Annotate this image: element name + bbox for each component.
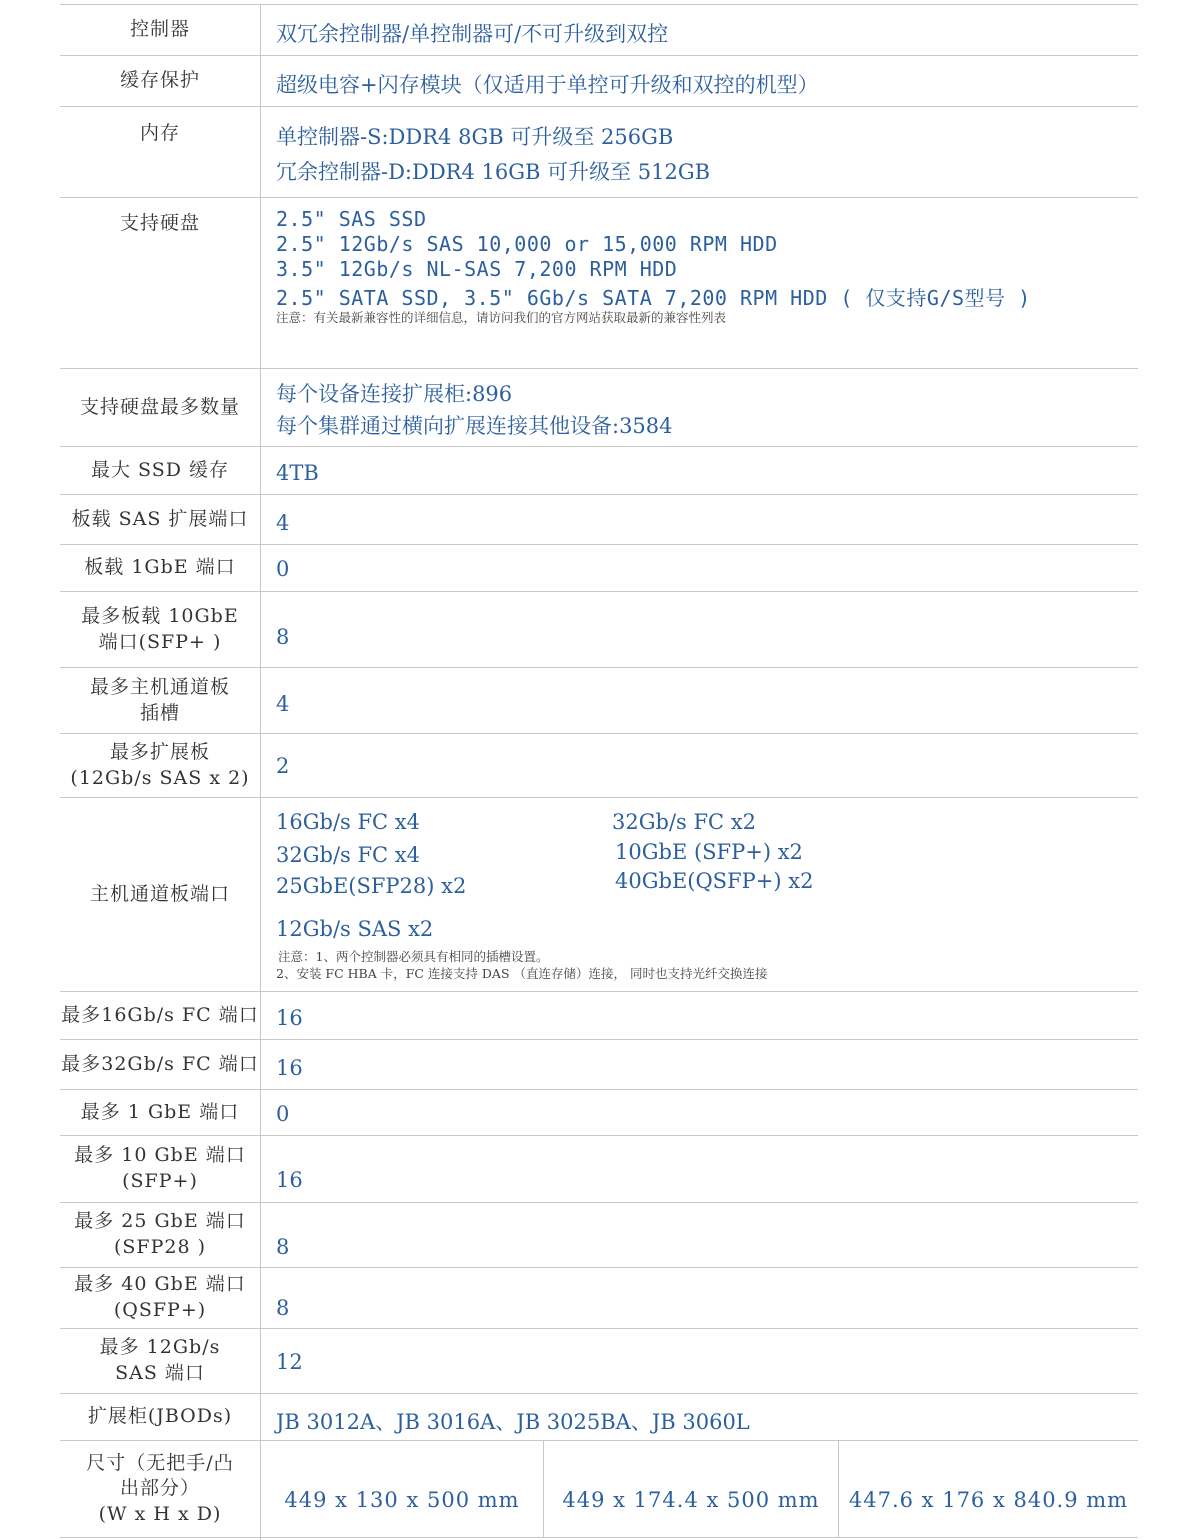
row-label: 支持硬盘最多数量 [79, 395, 240, 418]
row-cache-protection [60, 56, 1138, 107]
row-drives [60, 198, 1138, 369]
jbod-models: JB 3012A、JB 3016A、JB 3025BA、JB 3060L [276, 1410, 750, 1434]
row-value [276, 798, 1138, 991]
drive-type: 3.5" 12Gb/s NL-SAS 7,200 RPM HDD [276, 257, 678, 281]
row-jbod [60, 1394, 1138, 1441]
label-line: 最多扩展板 [109, 740, 210, 763]
row-value [276, 1394, 1138, 1440]
row-expansion-boards [60, 734, 1138, 798]
row-value [276, 1268, 1138, 1328]
row-max-drives [60, 369, 1138, 447]
host-ports-note: 注意：1、两个控制器必须具有相同的插槽设置。 [278, 949, 549, 964]
row-label [60, 734, 260, 797]
row-memory [60, 107, 1138, 198]
row-label: 最多 1 GbE 端口 [80, 1100, 240, 1123]
row-label: 支持硬盘 [119, 212, 200, 234]
row-label: 最多16Gb/s FC 端口 [61, 1003, 259, 1026]
label-line: (12Gb/s SAS x 2) [70, 766, 250, 789]
row-label [60, 1329, 260, 1393]
row-value [276, 495, 1138, 544]
label-line: 最多板载 10GbE [81, 604, 239, 627]
row-value [276, 545, 1138, 591]
row-host-slots [60, 668, 1138, 734]
host-port-option: 32Gb/s FC x2 [612, 810, 756, 834]
memory-line: 单控制器-S:DDR4 8GB 可升级至 256GB [276, 125, 674, 149]
dimension-value: 447.6 x 176 x 840.9 mm [848, 1488, 1129, 1512]
label-line: SAS 端口 [115, 1362, 205, 1384]
row-label: 主机通道板端口 [89, 882, 230, 905]
row-value [276, 1329, 1138, 1393]
label-line: 端口(SFP+ ) [98, 630, 222, 653]
ssd-cache-value: 4TB [276, 461, 319, 485]
drive-type: 2.5" 12Gb/s SAS 10,000 or 15,000 RPM HDD [276, 232, 778, 256]
row-dimensions [60, 1441, 1138, 1538]
row-label: 最多32Gb/s FC 端口 [61, 1052, 259, 1075]
row-label [60, 1203, 260, 1267]
controller-value: 双冗余控制器/单控制器可/不可升级到双控 [276, 22, 669, 46]
drives-note: 注意：有关最新兼容性的详细信息，请访问我们的官方网站获取最新的兼容性列表 [276, 310, 727, 325]
host-port-option: 32Gb/s FC x4 [276, 843, 420, 867]
drive-type: 2.5" SATA SSD, 3.5" 6Gb/s SATA 7,200 RPM HDD ( 仅支持G/S型号 ) [276, 286, 1031, 310]
max-drives-line: 每个集群通过横向扩展连接其他设备:3584 [276, 414, 673, 438]
row-label: 最大 SSD 缓存 [90, 458, 229, 481]
row-label: 内存 [139, 122, 180, 144]
host-port-option: 25GbE(SFP28) x2 [276, 874, 467, 898]
row-max-fc16 [60, 992, 1138, 1040]
ten-gbe-value: 8 [276, 625, 290, 649]
row-value [276, 1136, 1138, 1202]
row-label [60, 1136, 260, 1202]
label-line: (SFP28 ) [113, 1236, 207, 1258]
max-25gbe-value: 8 [276, 1235, 290, 1259]
row-controller [60, 5, 1138, 56]
row-value [276, 107, 1138, 197]
row-label: 板载 1GbE 端口 [84, 556, 236, 579]
row-host-ports [60, 798, 1138, 992]
label-line: 插槽 [139, 701, 180, 724]
row-value [276, 734, 1138, 797]
row-10gbe [60, 592, 1138, 668]
row-value [276, 198, 1138, 368]
row-max-25gbe [60, 1203, 1138, 1268]
host-port-option: 12Gb/s SAS x2 [276, 917, 434, 941]
row-max-10gbe [60, 1136, 1138, 1203]
row-value [276, 1203, 1138, 1267]
row-max-1gbe [60, 1090, 1138, 1136]
row-label: 控制器 [129, 18, 190, 41]
row-max-fc32 [60, 1040, 1138, 1090]
row-gbe-ports [60, 545, 1138, 592]
max-fc16-value: 16 [276, 1006, 303, 1030]
host-port-option: 10GbE (SFP+) x2 [615, 840, 803, 864]
dimension-value: 449 x 130 x 500 mm [284, 1488, 520, 1512]
max-1gbe-value: 0 [276, 1102, 290, 1126]
row-value [276, 1040, 1138, 1089]
row-label: 板载 SAS 扩展端口 [71, 507, 249, 530]
expansion-boards-value: 2 [276, 754, 290, 778]
cache-protection-value: 超级电容+闪存模块（仅适用于单控可升级和双控的机型） [276, 73, 819, 97]
row-sas-ports [60, 495, 1138, 545]
memory-line: 冗余控制器-D:DDR4 16GB 可升级至 512GB [276, 160, 711, 184]
gbe-ports-value: 0 [276, 557, 290, 581]
row-value [276, 56, 1138, 106]
row-label [60, 1441, 260, 1537]
row-value [276, 447, 1138, 494]
label-line: (SFP+) [122, 1170, 198, 1192]
label-line: 最多 40 GbE 端口 [74, 1273, 246, 1296]
row-value [276, 668, 1138, 733]
label-line: 最多 10 GbE 端口 [74, 1144, 246, 1167]
sas-ports-value: 4 [276, 511, 290, 535]
row-label [60, 1268, 260, 1328]
row-max-40gbe [60, 1268, 1138, 1329]
label-line: 出部分） [119, 1477, 200, 1500]
host-slots-value: 4 [276, 692, 290, 716]
label-line: 最多 25 GbE 端口 [74, 1210, 246, 1233]
drive-type: 2.5" SAS SSD [276, 207, 427, 231]
row-value [276, 592, 1138, 667]
label-line: (W x H x D) [98, 1502, 222, 1525]
row-value [276, 5, 1138, 55]
label-line: (QSFP+) [113, 1299, 207, 1321]
max-sas-value: 12 [276, 1350, 303, 1374]
row-label [60, 592, 260, 667]
row-label: 扩展柜(JBODs) [87, 1405, 233, 1428]
host-port-option: 16Gb/s FC x4 [276, 810, 420, 834]
row-value [276, 369, 1138, 446]
max-40gbe-value: 8 [276, 1296, 290, 1320]
dimension-value: 449 x 174.4 x 500 mm [562, 1488, 820, 1512]
label-line: 尺寸（无把手/凸 [86, 1451, 234, 1474]
row-max-sas [60, 1329, 1138, 1394]
row-label: 缓存保护 [119, 69, 200, 92]
max-drives-line: 每个设备连接扩展柜:896 [276, 382, 513, 406]
host-ports-note: 2、安装 FC HBA 卡，FC 连接支持 DAS （直连存储）连接， 同时也支持光纤交换连接 [276, 966, 768, 981]
row-value [276, 992, 1138, 1039]
max-10gbe-value: 16 [276, 1168, 303, 1192]
max-fc32-value: 16 [276, 1056, 303, 1080]
host-port-option: 40GbE(QSFP+) x2 [615, 869, 814, 893]
row-ssd-cache [60, 447, 1138, 495]
row-value [276, 1090, 1138, 1135]
label-line: 最多主机通道板 [89, 675, 230, 698]
label-line: 最多 12Gb/s [99, 1336, 221, 1359]
row-label [60, 668, 260, 733]
